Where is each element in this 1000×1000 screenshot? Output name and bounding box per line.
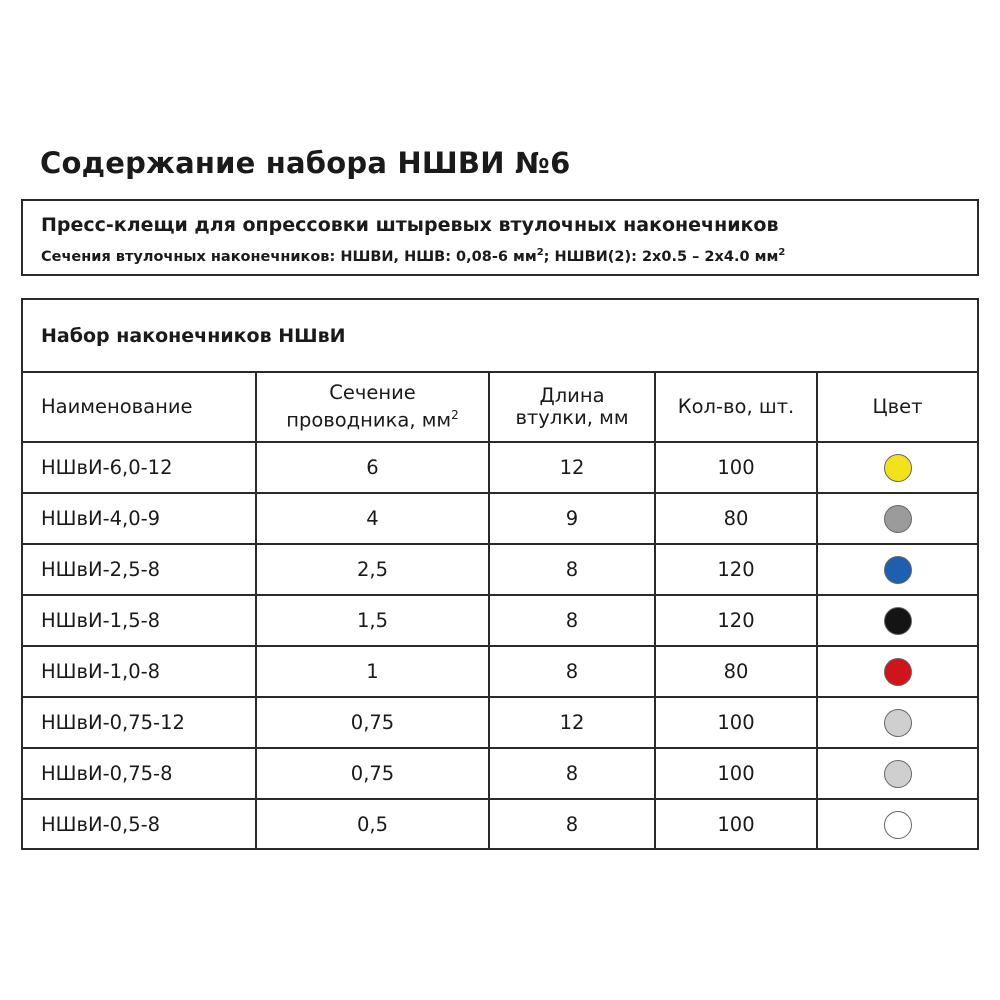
cell-section: 0,75 (256, 748, 489, 799)
cell-qty: 100 (655, 799, 817, 849)
header-section (256, 373, 489, 442)
cell-length: 12 (489, 697, 655, 748)
header-color: Цвет (817, 373, 977, 442)
set-title-row (23, 300, 977, 373)
cell-color (817, 697, 977, 748)
cell-section: 6 (256, 442, 489, 493)
cell-length: 8 (489, 799, 655, 849)
color-swatch-red (884, 658, 912, 686)
cell-name: НШвИ-2,5-8 (23, 544, 256, 595)
color-swatch-black (884, 607, 912, 635)
cell-name: НШвИ-0,75-12 (23, 697, 256, 748)
cell-length: 8 (489, 646, 655, 697)
tool-spec-sup1: 2 (536, 247, 544, 258)
cell-section: 0,5 (256, 799, 489, 849)
tool-name: Пресс-клещи для опрессовки штыревых втулочных наконечников (41, 214, 779, 236)
table-row (23, 748, 977, 799)
header-row (23, 373, 977, 442)
cell-color (817, 748, 977, 799)
table-row (23, 544, 977, 595)
cell-length: 8 (489, 544, 655, 595)
tool-spec-sup2: 2 (778, 247, 786, 258)
cell-qty: 80 (655, 493, 817, 544)
cell-color (817, 544, 977, 595)
color-swatch-light-gray (884, 709, 912, 737)
header-length-line1: Длина (539, 384, 605, 407)
table-row (23, 595, 977, 646)
cell-section: 1 (256, 646, 489, 697)
cell-color (817, 646, 977, 697)
cell-qty: 100 (655, 442, 817, 493)
cell-name: НШвИ-1,0-8 (23, 646, 256, 697)
cell-name: НШвИ-6,0-12 (23, 442, 256, 493)
tool-spec-middle: ; НШВИ(2): 2х0.5 – 2х4.0 мм (543, 248, 779, 265)
color-swatch-light-gray (884, 760, 912, 788)
cell-color (817, 442, 977, 493)
table-row (23, 493, 977, 544)
header-name: Наименование (23, 373, 256, 442)
color-swatch-gray (884, 505, 912, 533)
color-swatch-yellow (884, 454, 912, 482)
header-section-sup: 2 (451, 408, 459, 423)
tool-spec-prefix: Сечения втулочных наконечников: НШВИ, НШВ: 0,08-6 мм (41, 248, 537, 265)
cell-section: 4 (256, 493, 489, 544)
header-length-line2: втулки, мм (515, 406, 629, 429)
cell-length: 12 (489, 442, 655, 493)
table-row (23, 646, 977, 697)
color-swatch-white (884, 811, 912, 839)
cell-section: 0,75 (256, 697, 489, 748)
cell-section: 2,5 (256, 544, 489, 595)
cell-qty: 100 (655, 748, 817, 799)
cell-color (817, 595, 977, 646)
cell-name: НШвИ-4,0-9 (23, 493, 256, 544)
cell-color (817, 799, 977, 849)
ferrule-table (23, 373, 977, 849)
tool-box (21, 199, 979, 276)
header-section-line1: Сечение (329, 381, 416, 405)
color-swatch-blue (884, 556, 912, 584)
header-qty: Кол-во, шт. (655, 373, 817, 442)
table-row (23, 442, 977, 493)
table-row (23, 799, 977, 849)
header-section-line2: проводника, мм (286, 408, 452, 432)
cell-length: 9 (489, 493, 655, 544)
cell-qty: 120 (655, 544, 817, 595)
cell-name: НШвИ-1,5-8 (23, 595, 256, 646)
page-title: Содержание набора НШВИ №6 (40, 146, 571, 180)
cell-name: НШвИ-0,5-8 (41, 813, 161, 836)
cell-color (817, 493, 977, 544)
table-row (23, 697, 977, 748)
set-title: Набор наконечников НШвИ (41, 325, 346, 347)
cell-name: НШвИ-0,75-8 (23, 748, 256, 799)
cell-qty: 80 (655, 646, 817, 697)
cell-length: 8 (489, 595, 655, 646)
set-box (21, 298, 979, 850)
cell-length: 8 (489, 748, 655, 799)
header-length (489, 373, 655, 442)
cell-section: 1,5 (256, 595, 489, 646)
tool-spec (41, 247, 785, 265)
cell-qty: 120 (655, 595, 817, 646)
cell-qty: 100 (655, 697, 817, 748)
